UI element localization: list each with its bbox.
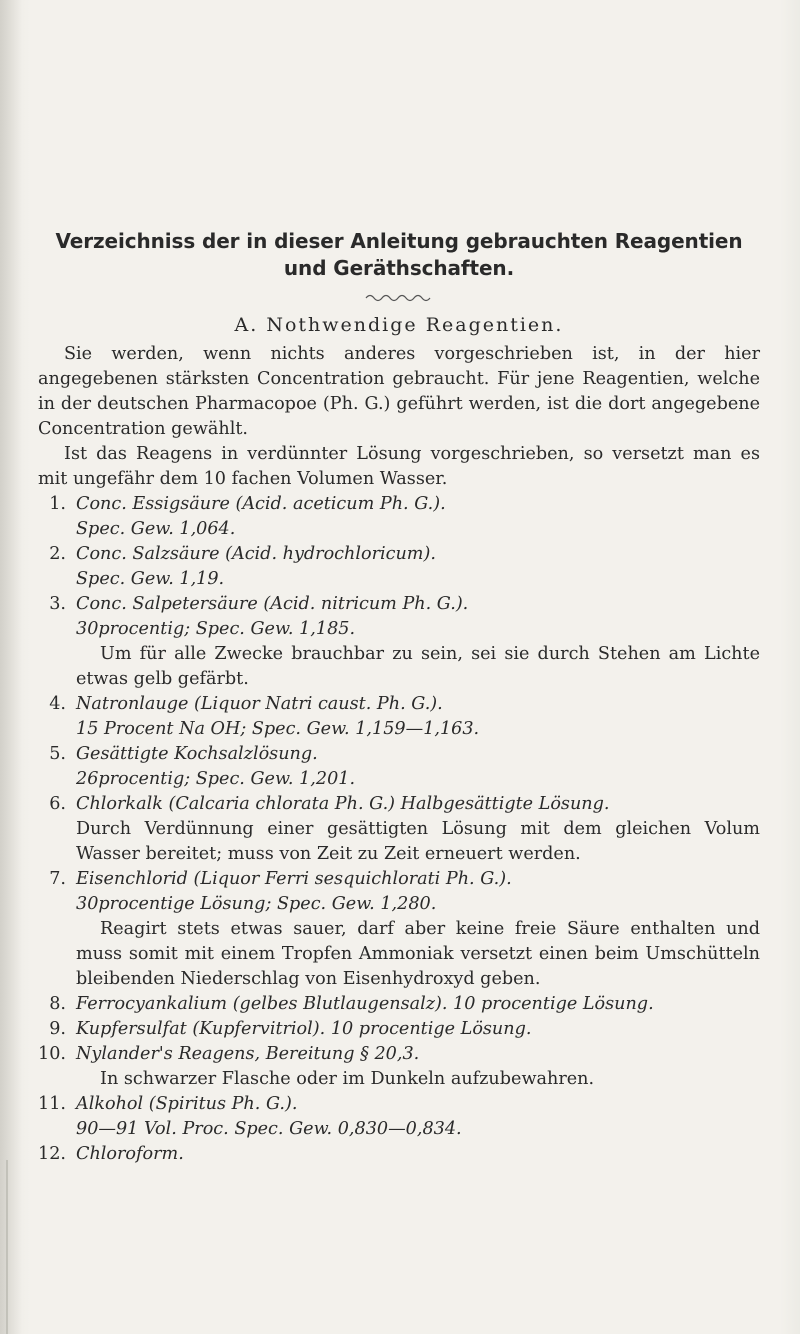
item-spec: Spec. Gew. 1,19.	[76, 569, 225, 589]
item-name: Alkohol (Spiritus Ph. G.).	[76, 1094, 298, 1114]
intro-paragraph-2: Ist das Reagens in verdünnter Lösung vorgeschrieben, so versetzt man es mit ungefähr dem 10 fachen Volumen Wasser.	[38, 444, 760, 489]
reagent-item	[38, 792, 760, 867]
item-note: Durch Verdünnung einer gesättigten Lösung mit dem gleichen Volum Wasser bereitet; muss von Zeit zu Zeit erneuert werden.	[76, 819, 760, 864]
item-note: Um für alle Zwecke brauchbar zu sein, sei sie durch Stehen am Lichte etwas gelb gefärbt.	[76, 644, 760, 689]
reagent-item	[38, 1092, 760, 1142]
item-spec: 30procentig; Spec. Gew. 1,185.	[76, 619, 356, 639]
reagent-item	[38, 542, 760, 592]
item-note: In schwarzer Flasche oder im Dunkeln aufzubewahren.	[100, 1069, 595, 1089]
reagent-item	[38, 1142, 760, 1167]
item-spec: Spec. Gew. 1,064.	[76, 519, 236, 539]
item-name: Conc. Essigsäure (Acid. aceticum Ph. G.).	[76, 494, 446, 514]
item-number: 11.	[38, 1094, 66, 1114]
item-note: Reagirt stets etwas sauer, darf aber keine freie Säure enthalten und muss somit mit einem Tropfen Ammoniak versetzt einen beim Umschütteln bleibenden Niederschlag von Eisenhydroxyd geben.	[76, 919, 760, 989]
item-number: 6.	[49, 794, 66, 814]
item-number: 3.	[49, 594, 66, 614]
reagent-item	[38, 1042, 760, 1092]
item-name: Chlorkalk (Calcaria chlorata Ph. G.) Halbgesättigte Lösung.	[76, 794, 610, 814]
item-name: Conc. Salpetersäure (Acid. nitricum Ph. G.).	[76, 594, 469, 614]
reagent-item	[38, 992, 760, 1017]
item-name: Ferrocyankalium (gelbes Blutlaugensalz). 10 procentige Lösung.	[76, 994, 654, 1014]
reagent-item	[38, 742, 760, 792]
item-name: Kupfersulfat (Kupfervitriol). 10 procentige Lösung.	[76, 1019, 532, 1039]
reagent-item	[38, 1017, 760, 1042]
page-title	[38, 228, 760, 282]
item-spec: 15 Procent Na OH; Spec. Gew. 1,159—1,163.	[76, 719, 480, 739]
item-number: 5.	[49, 744, 66, 764]
item-number: 4.	[49, 694, 66, 714]
reagent-item	[38, 592, 760, 692]
intro-paragraph-1: Sie werden, wenn nichts anderes vorgeschrieben ist, in der hier angegebenen stärksten Concentration gebraucht. Für jene Reagentien, welche in der deutschen Pharmacopoe (Ph. G.) geführt werden, ist die dort angegebene Concentration gewählt.	[38, 344, 760, 439]
item-number: 1.	[49, 494, 66, 514]
page-edge-shadow	[0, 0, 22, 1334]
item-number: 10.	[38, 1044, 66, 1064]
title-line-2: und Geräthschaften.	[283, 256, 515, 280]
item-spec: 90—91 Vol. Proc. Spec. Gew. 0,830—0,834.	[76, 1119, 462, 1139]
item-spec: 26procentig; Spec. Gew. 1,201.	[76, 769, 356, 789]
item-number: 9.	[49, 1019, 66, 1039]
item-name: Gesättigte Kochsalzlösung.	[76, 744, 318, 764]
reagent-item	[38, 692, 760, 742]
title-line-1: Verzeichniss der in dieser Anleitung gebrauchten Reagentien	[55, 229, 743, 253]
item-number: 8.	[49, 994, 66, 1014]
page-crease	[6, 1160, 8, 1334]
section-a-heading: A. Nothwendige Reagentien.	[234, 314, 564, 336]
item-name: Natronlauge (Liquor Natri caust. Ph. G.).	[76, 694, 443, 714]
item-number: 12.	[38, 1144, 66, 1164]
reagent-item	[38, 492, 760, 542]
wave-ornament-icon	[364, 292, 434, 304]
item-name: Eisenchlorid (Liquor Ferri sesquichlorati Ph. G.).	[76, 869, 512, 889]
item-name: Nylander's Reagens, Bereitung § 20,3.	[76, 1044, 420, 1064]
item-spec: 30procentige Lösung; Spec. Gew. 1,280.	[76, 894, 437, 914]
item-number: 2.	[49, 544, 66, 564]
reagent-list	[38, 492, 760, 1167]
reagent-item	[38, 867, 760, 992]
item-name: Chloroform.	[76, 1144, 184, 1164]
item-name: Conc. Salzsäure (Acid. hydrochloricum).	[76, 544, 436, 564]
page-content	[38, 228, 760, 1167]
item-number: 7.	[49, 869, 66, 889]
